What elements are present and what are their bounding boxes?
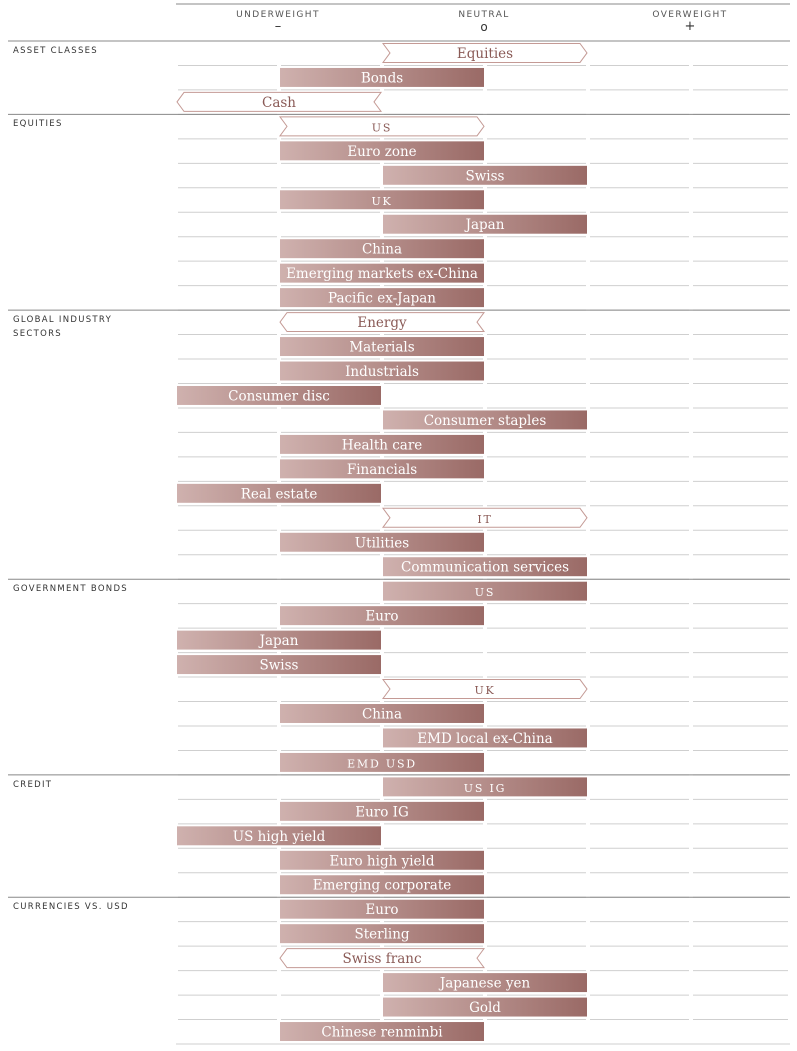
bar-label: Consumer disc xyxy=(228,388,330,405)
bar-label: Emerging markets ex-China xyxy=(286,266,478,283)
bar-label: Swiss xyxy=(465,168,505,185)
bar-label: Euro xyxy=(365,608,399,625)
bar-label: Japanese yen xyxy=(439,975,531,992)
section-title: GOVERNMENT BONDS xyxy=(13,584,129,595)
bar-label: Industrials xyxy=(345,364,419,381)
neutral-symbol: o xyxy=(480,20,488,34)
plus-symbol: + xyxy=(684,19,696,34)
bar-label: US xyxy=(371,121,393,135)
bar-label: EMD local ex-China xyxy=(417,730,553,747)
bar-label: Chinese renminbi xyxy=(321,1024,443,1041)
bar-label: Utilities xyxy=(354,535,410,552)
bar-label: Sterling xyxy=(354,926,410,943)
bar-label: Swiss xyxy=(259,657,299,674)
bar-label: US IG xyxy=(463,781,507,795)
bar-label: China xyxy=(361,241,403,258)
bar-label: Energy xyxy=(357,315,407,332)
bar-label: Consumer staples xyxy=(423,412,547,429)
bar-label: Materials xyxy=(349,339,415,356)
bar-label: Financials xyxy=(346,461,418,478)
bar-label: Real estate xyxy=(240,486,318,503)
section-title: EQUITIES xyxy=(13,119,63,130)
bar-label: Communication services xyxy=(400,559,570,576)
bar-label: Gold xyxy=(469,1000,501,1017)
neutral-label: NEUTRAL xyxy=(458,10,510,20)
bar-label: Euro zone xyxy=(347,143,417,160)
bar-label: Euro IG xyxy=(355,804,409,821)
bar-label: US high yield xyxy=(232,828,326,845)
bar-label: Euro high yield xyxy=(329,853,435,870)
underweight-label: UNDERWEIGHT xyxy=(236,10,320,20)
section-title: GLOBAL INDUSTRY SECTORS xyxy=(13,315,113,340)
bar-label: Bonds xyxy=(360,70,404,87)
bar-label: Health care xyxy=(341,437,423,454)
section-title: CURRENCIES VS. USD xyxy=(13,902,129,913)
bar-label: Japan xyxy=(259,633,299,650)
bar-label: China xyxy=(361,706,403,723)
bar-label: Cash xyxy=(261,94,297,111)
bar-label: Emerging corporate xyxy=(312,877,452,894)
bar-label: UK xyxy=(474,684,496,698)
bar-label: EMD USD xyxy=(347,757,417,771)
overweight-label: OVERWEIGHT xyxy=(652,10,728,20)
bar-label: IT xyxy=(477,512,493,526)
bar-label: US xyxy=(474,586,496,600)
minus-symbol: – xyxy=(274,19,282,34)
bar-label: Equities xyxy=(456,45,514,62)
bar-label: Euro xyxy=(365,902,399,919)
section-title: CREDIT xyxy=(13,779,53,790)
section-title: ASSET CLASSES xyxy=(13,46,99,56)
bar-label: Swiss franc xyxy=(342,951,422,968)
bar-label: UK xyxy=(371,194,393,208)
bar-label: Japan xyxy=(465,217,505,234)
bar-label: Pacific ex-Japan xyxy=(327,290,437,307)
